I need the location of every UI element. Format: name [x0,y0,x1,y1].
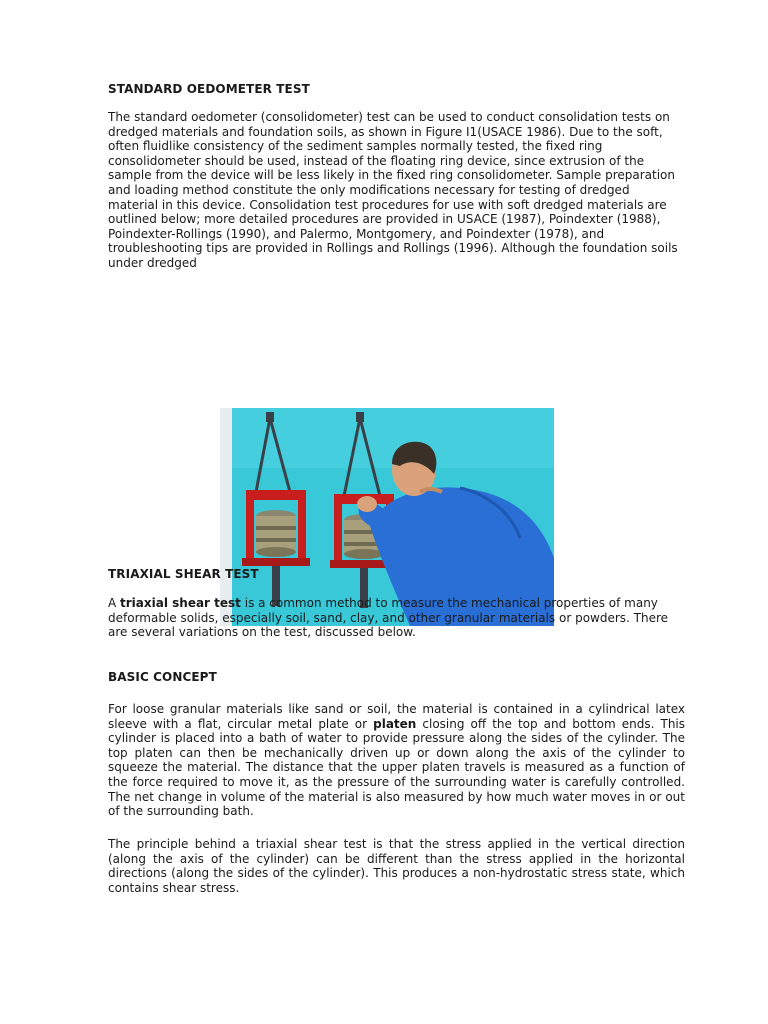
basic-concept-paragraph-1 [108,702,685,819]
triaxial-intro-text-a: A [108,596,121,610]
triaxial-intro-paragraph [108,596,688,640]
basic-concept-text-a: For loose granular materials like sand or soil, the material is contained in a cylindrical latex sleeve with a flat, circular metal plate or [108,702,685,731]
section-heading-oedometer: STANDARD OEDOMETER TEST [108,82,310,96]
oedometer-paragraph: The standard oedometer (consolidometer) test can be used to conduct consolidation tests on dredged materials and foundation soils, as shown in Figure I1(USACE 1986). Due to the soft, often fluidlike consistency of the sediment samples normally tested, the fixed ring consolidometer should be used, instead of the floating ring device, since extrusion of the sample from the device will be less likely in the fixed ring consolidometer. Sample preparation and loading method constitute the only modifications necessary for testing of dredged material in this device. Consolidation test procedures for use with soft dredged materials are outlined below; more detailed procedures are provided in USACE (1987), Poindexter (1988), Poindexter-Rollings (1990), and Palermo, Montgomery, and Poindexter (1978), and troubleshooting tips are provided in Rollings and Rollings (1996). Although the foundation soils under dredged [108,110,678,270]
basic-concept-paragraph-2: The principle behind a triaxial shear test is that the stress applied in the vertical direction (along the axis of the cylinder) can be different than the stress applied in the horizontal directions (along the sides of the cylinder). This produces a non-hydrostatic stress state, which contains shear stress. [108,837,685,895]
triaxial-intro-text-b: is a common method to measure the mechanical properties of many deformable solids, especially soil, sand, clay, and other granular materials or powders. There are several variations on the test, discussed below. [108,596,669,640]
section-heading-basic-concept: BASIC CONCEPT [108,670,217,684]
triaxial-term-bold: triaxial shear test [120,596,241,610]
basic-concept-text-b: closing off the top and bottom ends. This cylinder is placed into a bath of water to provide pressure along the sides of the cylinder. The top platen can then be mechanically driven up or down along the axis of the cylinder to squeeze the material. The distance that the upper platen travels is measured as a function of the force required to move it, as the pressure of the surrounding water is carefully controlled. The net change in volume of the material is also measured by how much water moves in or out of the surrounding bath. [108,716,686,819]
platen-term-bold: platen [373,716,417,731]
section-heading-triaxial: TRIAXIAL SHEAR TEST [108,567,259,581]
oedometer-apparatus-photo [220,408,554,626]
